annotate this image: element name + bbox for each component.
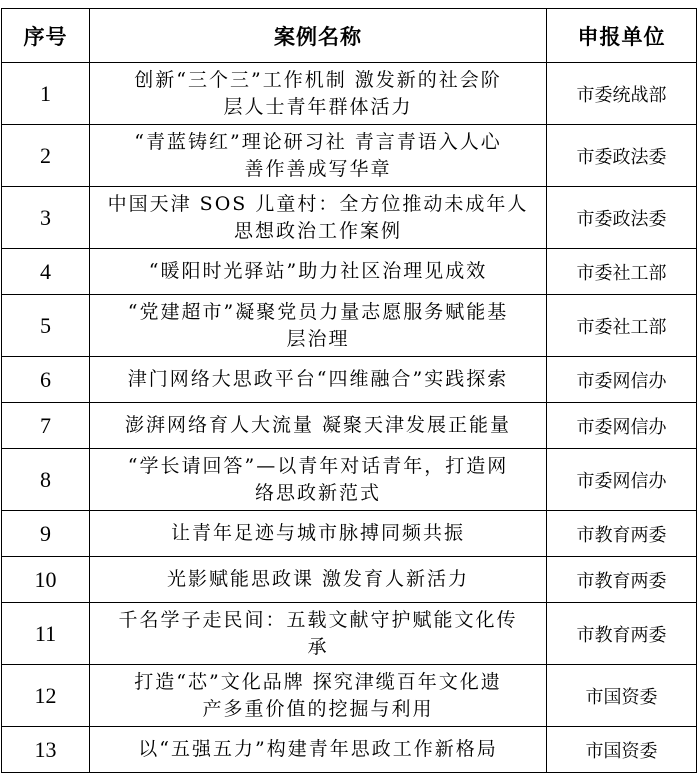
row-no: 6	[2, 357, 90, 403]
case-name-line: 千名学子走民间：五载文献守护赋能文化传	[118, 608, 518, 631]
row-case-name	[90, 403, 547, 449]
table-row	[2, 403, 697, 449]
row-no: 13	[2, 727, 90, 773]
row-case-name	[90, 557, 547, 603]
row-case-name	[90, 603, 547, 665]
table-row	[2, 603, 697, 665]
row-case-name	[90, 249, 547, 295]
case-name-line: 让青年足迹与城市脉搏同频共振	[170, 522, 465, 544]
row-unit: 市委统战部	[547, 63, 697, 125]
table-row	[2, 557, 697, 603]
row-no: 12	[2, 665, 90, 727]
header-no: 序号	[2, 9, 90, 63]
case-name-line: “青蓝铸红”理论研习社 青言青语入人心	[134, 130, 502, 153]
row-no: 11	[2, 603, 90, 665]
row-unit: 市委网信办	[547, 403, 697, 449]
row-case-name	[90, 187, 547, 249]
table-row	[2, 187, 697, 249]
case-name-line: 澎湃网络育人大流量 凝聚天津发展正能量	[124, 414, 512, 436]
row-no: 2	[2, 125, 90, 187]
case-name-line: 打造“芯”文化品牌 探究津缆百年文化遗	[134, 670, 502, 693]
row-case-name	[90, 449, 547, 511]
row-case-name	[90, 727, 547, 773]
row-unit: 市国资委	[547, 665, 697, 727]
row-case-name	[90, 357, 547, 403]
case-name-line: 层人士青年群体活力	[223, 95, 413, 118]
case-name-line: 产多重价值的挖掘与利用	[202, 697, 434, 720]
case-name-line: 络思政新范式	[254, 481, 381, 504]
row-unit: 市委社工部	[547, 295, 697, 357]
table-row	[2, 295, 697, 357]
row-no: 10	[2, 557, 90, 603]
case-name-line: 以“五强五力”构建青年思政工作新格局	[138, 738, 498, 760]
table-row	[2, 665, 697, 727]
table-row	[2, 357, 697, 403]
row-case-name	[90, 63, 547, 125]
row-case-name	[90, 125, 547, 187]
row-unit: 市教育两委	[547, 557, 697, 603]
case-table	[1, 8, 697, 773]
row-no: 5	[2, 295, 90, 357]
case-name-line: “暖阳时光驿站”助力社区治理见成效	[148, 260, 488, 282]
row-unit: 市委政法委	[547, 187, 697, 249]
table-header-row	[2, 9, 697, 63]
header-case-name: 案例名称	[90, 9, 547, 63]
table-row	[2, 727, 697, 773]
case-name-line: 层治理	[286, 327, 350, 350]
row-no: 7	[2, 403, 90, 449]
table-row	[2, 249, 697, 295]
row-unit: 市委网信办	[547, 357, 697, 403]
row-case-name	[90, 295, 547, 357]
header-unit: 申报单位	[547, 9, 697, 63]
row-no: 4	[2, 249, 90, 295]
table-row	[2, 63, 697, 125]
case-name-line: “党建超市”凝聚党员力量志愿服务赋能基	[127, 300, 509, 323]
case-name-line: 善作善成写华章	[244, 157, 392, 180]
table-row	[2, 449, 697, 511]
table-row	[2, 125, 697, 187]
case-name-line: “学长请回答”—以青年对话青年，打造网	[127, 454, 509, 477]
row-case-name	[90, 511, 547, 557]
table-row	[2, 511, 697, 557]
row-unit: 市国资委	[547, 727, 697, 773]
case-name-line: 思想政治工作案例	[233, 219, 402, 242]
row-unit: 市教育两委	[547, 511, 697, 557]
case-name-line: 中国天津 SOS 儿童村：全方位推动未成年人	[107, 192, 529, 215]
row-no: 8	[2, 449, 90, 511]
case-name-line: 津门网络大思政平台“四维融合”实践探索	[127, 368, 509, 390]
case-name-line: 承	[307, 635, 329, 658]
case-name-line: 创新“三个三”工作机制 激发新的社会阶	[134, 68, 502, 91]
row-unit: 市委社工部	[547, 249, 697, 295]
row-unit: 市委政法委	[547, 125, 697, 187]
row-no: 1	[2, 63, 90, 125]
row-no: 9	[2, 511, 90, 557]
row-case-name	[90, 665, 547, 727]
row-no: 3	[2, 187, 90, 249]
row-unit: 市教育两委	[547, 603, 697, 665]
case-name-line: 光影赋能思政课 激发育人新活力	[166, 568, 470, 590]
row-unit: 市委网信办	[547, 449, 697, 511]
